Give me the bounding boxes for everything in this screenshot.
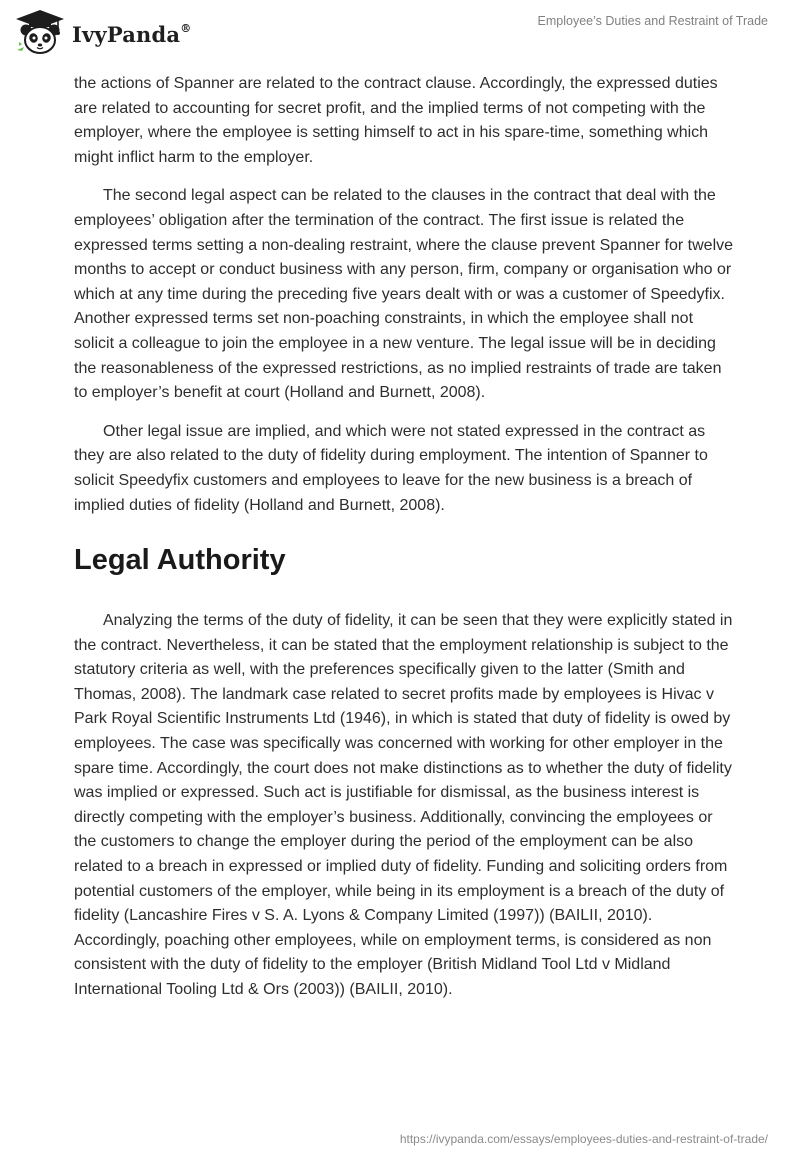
brand-name: IvyPanda®: [72, 21, 192, 47]
brand-logo[interactable]: [14, 8, 191, 56]
essay-body: [74, 72, 734, 1017]
paragraph: the actions of Spanner are related to the contract clause. Accordingly, the expressed duties are related to accounting for secret profit, and the implied terms of not competing with the employer, where the employee is setting himself to act in his spare-time, something which might inflict harm to the employer.: [74, 75, 718, 166]
paragraph: Analyzing the terms of the duty of fidelity, it can be seen that they were explicitly stated in the contract. Nevertheless, it can be stated that the employment relationship is subject to the statutory criteria as well, with the preferences specifically given to the latter (Smith and Thomas, 2008). The landmark case related to secret profits made by employees is Hivac v Park Royal Scientific Instruments Ltd (1946), in which is stated that duty of fidelity is owed by employees. The case was specifically was concerned with working for other employer in the spare time. Accordingly, the court does not make distinctions as to whether the duty of fidelity was implied or expressed. Such act is justifiable for dismissal, as the business interest is directly competing with the employer’s business. Additionally, convincing the employees or the customers to change the employer during the period of the employment can be also related to a breach in expressed or implied duty of fidelity. Funding and soliciting orders from potential customers of the employer, while being in its employment is a breach of the duty of fidelity (Lancashire Fires v S. A. Lyons & Company Limited (1997)) (BAILII, 2010). Accordingly, poaching other employees, while on employment terms, is considered as non consistent with the duty of fidelity to the employer (British Midland Tool Ltd v Midland International Tooling Ltd & Ors (2003)) (BAILII, 2010).: [74, 612, 733, 998]
page-header: [0, 0, 800, 70]
source-url[interactable]: https://ivypanda.com/essays/employees-duties-and-restraint-of-trade/: [399, 1132, 768, 1146]
document-title: Employee’s Duties and Restraint of Trade: [537, 14, 768, 28]
panda-graduate-icon: [14, 8, 66, 56]
paragraph: The second legal aspect can be related to the clauses in the contract that deal with the employees’ obligation after the termination of the contract. The first issue is related the expressed terms setting a non-dealing restraint, where the clause prevent Spanner for twelve months to accept or conduct business with any person, firm, company or organisation who or which at any time during the preceding five years dealt with or was a customer of Speedyfix. Another expressed terms set non-poaching constraints, in which the employee shall not solicit a colleague to join the employee in a new venture. The legal issue will be in deciding the reasonableness of the expressed restrictions, as no implied restraints of trade are taken to employer’s benefit at court (Holland and Burnett, 2008).: [74, 187, 734, 402]
paragraph: Other legal issue are implied, and which were not stated expressed in the contract as they are also related to the duty of fidelity during employment. The intention of Spanner to solicit Speedyfix customers and employees to leave for the new business is a breach of implied duties of fidelity (Holland and Burnett, 2008).: [74, 422, 708, 514]
section-heading: Legal Authority: [74, 544, 286, 577]
